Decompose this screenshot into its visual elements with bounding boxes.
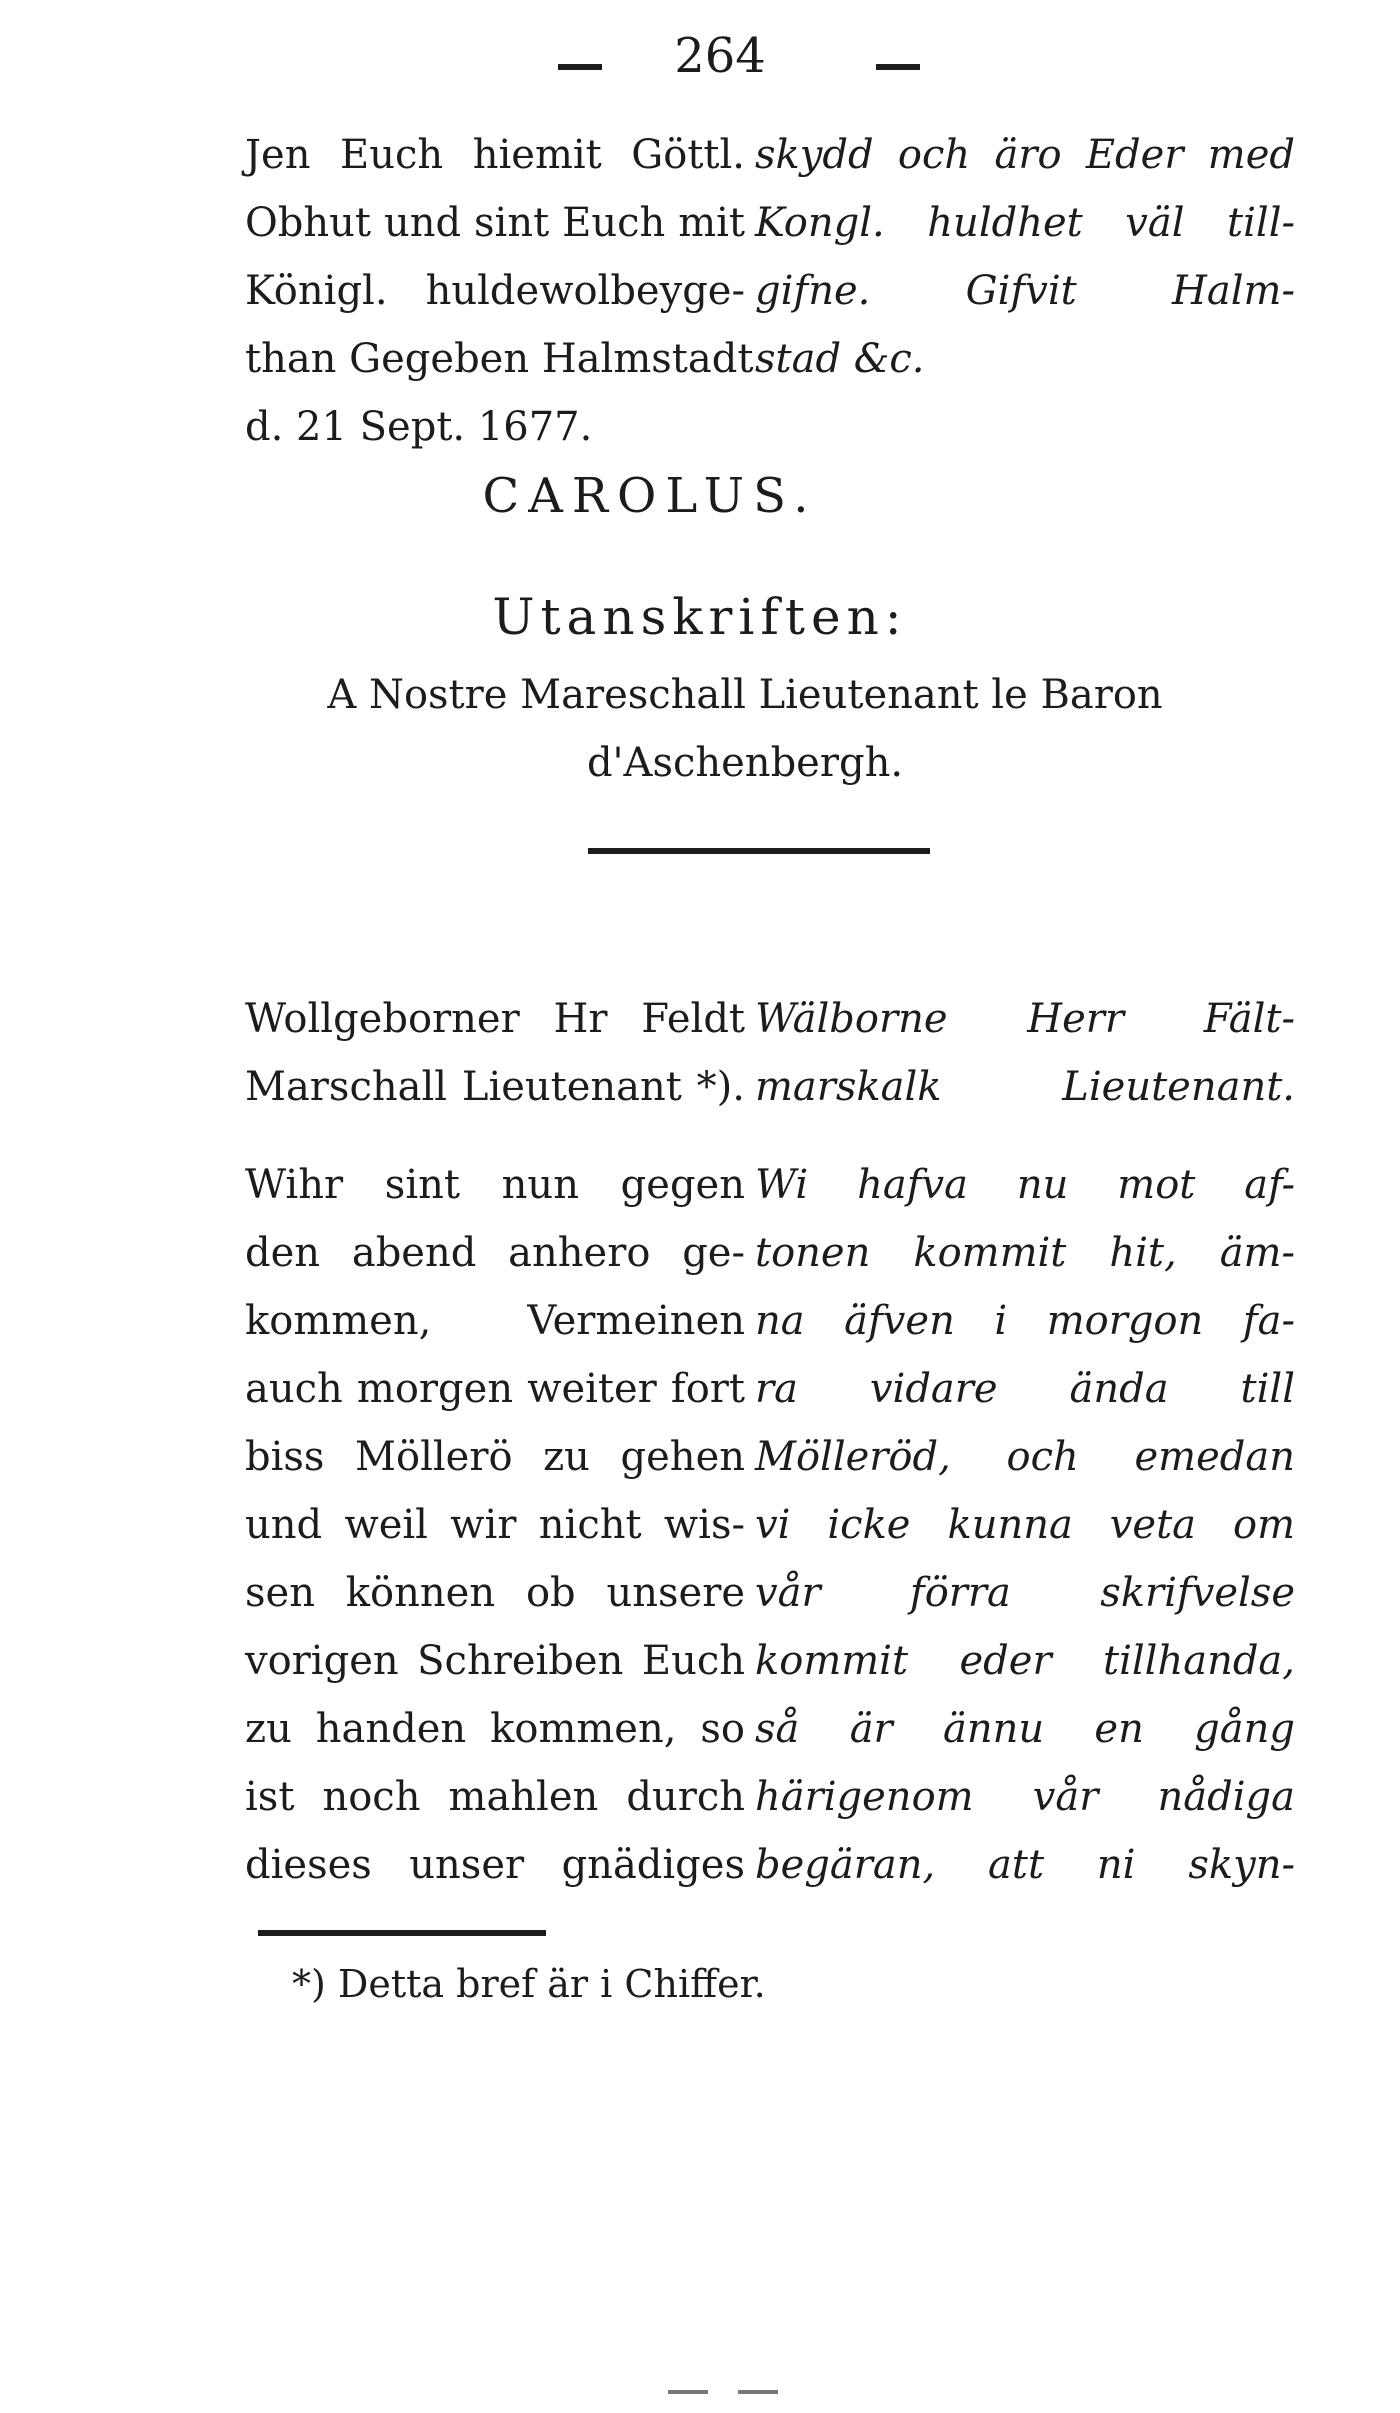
text-row bbox=[0, 1842, 1400, 1908]
text-row bbox=[0, 1230, 1400, 1296]
text-row bbox=[0, 1064, 1400, 1130]
swedish-text: tonen kommit hit, äm- bbox=[755, 1230, 1295, 1276]
footnote-rule bbox=[258, 1930, 546, 1936]
swedish-text: gifne. Gifvit Halm- bbox=[755, 268, 1295, 314]
text-row bbox=[0, 404, 1400, 470]
german-text: kommen, Vermeinen bbox=[245, 1298, 745, 1344]
bottom-printer-mark bbox=[738, 2390, 778, 2394]
text-row bbox=[0, 1162, 1400, 1228]
page-number: 264 bbox=[674, 28, 766, 84]
swedish-text: Wi hafva nu mot af- bbox=[755, 1162, 1295, 1208]
german-text: und weil wir nicht wis- bbox=[245, 1502, 745, 1548]
german-text: sen können ob unsere bbox=[245, 1570, 745, 1616]
bottom-printer-mark bbox=[668, 2390, 708, 2394]
german-text: Wihr sint nun gegen bbox=[245, 1162, 745, 1208]
text-row bbox=[0, 1298, 1400, 1364]
swedish-text: Wälborne Herr Fält- bbox=[755, 996, 1295, 1042]
text-row bbox=[0, 200, 1400, 266]
header-dash-left bbox=[558, 64, 602, 70]
german-text: Jen Euch hiemit Göttl. bbox=[245, 132, 745, 178]
section-divider bbox=[588, 848, 930, 854]
text-row bbox=[0, 1774, 1400, 1840]
german-text: Wollgeborner Hr Feldt bbox=[245, 996, 745, 1042]
german-text: ist noch mahlen durch bbox=[245, 1774, 745, 1820]
german-text: Marschall Lieutenant *). bbox=[245, 1064, 745, 1110]
address-line: d'Aschenbergh. bbox=[586, 740, 904, 786]
text-row bbox=[0, 996, 1400, 1062]
german-text: den abend anhero ge- bbox=[245, 1230, 745, 1276]
swedish-text: vi icke kunna veta om bbox=[755, 1502, 1295, 1548]
text-row bbox=[0, 1638, 1400, 1704]
swedish-text: begäran, att ni skyn- bbox=[755, 1842, 1295, 1888]
address-line: A Nostre Mareschall Lieutenant le Baron bbox=[327, 672, 1163, 718]
swedish-text: marskalk Lieutenant. bbox=[755, 1064, 1295, 1110]
text-row bbox=[0, 1434, 1400, 1500]
footnote: *) Detta bref är i Chiffer. bbox=[292, 1962, 766, 2006]
date-line: d. 21 Sept. 1677. bbox=[245, 404, 593, 450]
swedish-text: kommit eder tillhanda, bbox=[755, 1638, 1295, 1684]
text-row bbox=[0, 1366, 1400, 1432]
utanskriften-heading: Utanskriften: bbox=[492, 588, 908, 646]
swedish-text: na äfven i morgon fa- bbox=[755, 1298, 1295, 1344]
swedish-text: ra vidare ända till bbox=[755, 1366, 1295, 1412]
signature-carolus: CAROLUS. bbox=[482, 468, 818, 524]
german-text: dieses unser gnädiges bbox=[245, 1842, 745, 1888]
german-text: biss Möllerö zu gehen bbox=[245, 1434, 745, 1480]
swedish-text: Mölleröd, och emedan bbox=[755, 1434, 1295, 1480]
header-dash-right bbox=[876, 64, 920, 70]
text-row bbox=[0, 1502, 1400, 1568]
swedish-text: stad &c. bbox=[755, 336, 925, 382]
text-row bbox=[0, 336, 1400, 402]
german-text: auch morgen weiter fort bbox=[245, 1366, 745, 1412]
german-text: than Gegeben Halmstadt bbox=[245, 336, 754, 382]
text-row bbox=[0, 132, 1400, 198]
text-row bbox=[0, 1570, 1400, 1636]
german-text: vorigen Schreiben Euch bbox=[245, 1638, 745, 1684]
german-text: Obhut und sint Euch mit bbox=[245, 200, 745, 246]
swedish-text: så är ännu en gång bbox=[755, 1706, 1295, 1752]
swedish-text: härigenom vår nådiga bbox=[755, 1774, 1295, 1820]
german-text: zu handen kommen, so bbox=[245, 1706, 745, 1752]
swedish-text: Kongl. huldhet väl till- bbox=[755, 200, 1295, 246]
text-row bbox=[0, 1706, 1400, 1772]
text-row bbox=[0, 268, 1400, 334]
german-text: Königl. huldewolbeyge- bbox=[245, 268, 745, 314]
swedish-text: skydd och äro Eder med bbox=[755, 132, 1295, 178]
swedish-text: vår förra skrifvelse bbox=[755, 1570, 1295, 1616]
